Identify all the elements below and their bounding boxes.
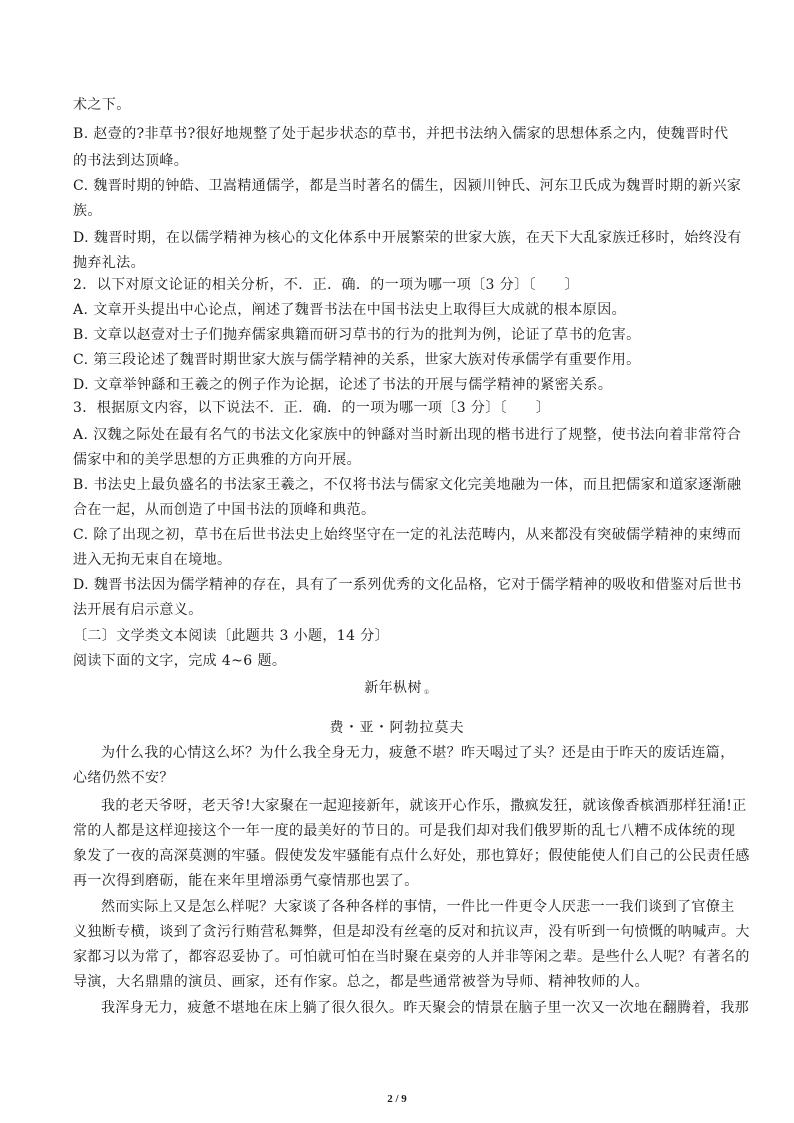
q3-option-d-cont: 法开展有启示意义。 <box>73 602 203 618</box>
paragraph-1-line: 心绪仍然不安？ <box>73 770 174 786</box>
paragraph-3-line: 家都习以为常了，都容忍妥协了。可怕就可怕在当时聚在桌旁的人并非等闲之辈。是些什么人呢？有著名的 <box>73 949 750 965</box>
paragraph-2-line: 我的老天爷呀，老天爷!大家聚在一起迎接新年，就该开心作乐，撒疯发狂，就该像香槟酒那样狂涌!正 <box>101 798 747 814</box>
page-number: 2 / 9 <box>387 1093 407 1105</box>
q1-option-a-tail: 术之下。 <box>73 97 131 113</box>
section-heading: 〔二〕文学类文本阅读〔此题共 3 小题，14 分〕 <box>73 628 390 644</box>
q2-stem: 2．以下对原文论证的相关分析，不．正．确．的一项为哪一项〔3 分〕〔 〕 <box>73 277 580 293</box>
paragraph-1-line: 为什么我的心情这么坏？为什么我全身无力，疲惫不堪？昨天喝过了头？还是由于昨天的废话连篇， <box>101 745 735 761</box>
q3-stem: 3．根据原文内容，以下说法不．正．确．的一项为哪一项〔3 分〕〔 〕 <box>73 400 551 416</box>
q1-option-b-cont: 的书法到达顶峰。 <box>73 153 189 169</box>
q2-option-a: A. 文章开头提出中心论点，阐述了魏晋书法在中国书法史上取得巨大成就的根本原因。 <box>73 302 627 318</box>
article-title: 新年枞树 <box>364 680 422 696</box>
q3-option-a-cont: 儒家中和的美学思想的方正典雅的方向开展。 <box>73 452 361 468</box>
q2-option-d: D. 文章举钟繇和王羲之的例子作为论据，论述了书法的开展与儒学精神的紧密关系。 <box>73 377 613 393</box>
q1-option-c: C. 魏晋时期的钟皓、卫嵩精通儒学，都是当时著名的儒生，因颍川钟氏、河东卫氏成为魏晋时期的新兴家 <box>73 178 742 194</box>
paragraph-2-line: 再一次得到磨砺，能在来年里增添勇气豪情那也罢了。 <box>73 873 419 889</box>
article-title-line <box>0 678 794 703</box>
section-instruction: 阅读下面的文字，完成 4~6 题。 <box>73 653 287 669</box>
q3-option-b: B. 书法史上最负盛名的书法家王羲之，不仅将书法与儒家文化完美地融为一体，而且把儒家和道家逐渐融 <box>73 477 742 493</box>
paragraph-3-line: 导演，大名鼎鼎的演员、画家，还有作家。总之，都是些通常被誉为导师、精神牧师的人。 <box>73 974 649 990</box>
q3-option-d: D. 魏晋书法因为儒学精神的存在，具有了一系列优秀的文化品格，它对于儒学精神的吸收和借鉴对后世书 <box>73 577 742 593</box>
footnote-marker: ① <box>423 689 430 696</box>
q2-option-b: B. 文章以赵壹对士子们抛弃儒家典籍而研习草书的行为的批判为例，论证了草书的危害。 <box>73 327 641 343</box>
paragraph-4-line: 我浑身无力，疲惫不堪地在床上躺了很久很久。昨天聚会的情景在脑子里一次又一次地在翻腾着，我那 <box>101 1000 749 1016</box>
q1-option-c-cont: 族。 <box>73 203 102 219</box>
q1-option-d: D. 魏晋时期，在以儒学精神为核心的文化体系中开展繁荣的世家大族，在天下大乱家族迁移时，始终没有 <box>73 230 742 246</box>
article-author: 费・亚・阿勃拉莫夫 <box>329 720 465 736</box>
q3-option-c: C. 除了出现之初，草书在后世书法史上始终坚守在一定的礼法范畴内，从来都没有突破儒学精神的束缚而 <box>73 527 742 543</box>
paragraph-3-line: 然而实际上又是怎么样呢？大家谈了各种各样的事情，一件比一件更令人厌悲一一我们谈到了官僚主 <box>101 899 735 915</box>
q1-option-d-cont: 抛弃礼法。 <box>73 255 145 271</box>
paragraph-2-line: 常的人都是这样迎接这个一年一度的最美好的节日的。可是我们却对我们俄罗斯的乱七八糟不成体统的现 <box>73 823 736 839</box>
q2-option-c: C. 第三段论述了魏晋时期世家大族与儒学精神的关系，世家大族对传承儒学有重要作用。 <box>73 352 641 368</box>
paragraph-3-line: 义独断专横，谈到了贪污行贿营私舞弊，但是却没有丝毫的反对和抗议声，没有听到一句愤慨的呐喊声。大 <box>73 924 750 940</box>
q3-option-c-cont: 进入无拘无束自在境地。 <box>73 552 232 568</box>
q3-option-b-cont: 合在一起，从而创造了中国书法的顶峰和典范。 <box>73 502 376 518</box>
paragraph-2-line: 象发了一夜的高深莫测的牢骚。假使发发牢骚能有点什么好处，那也算好；假使能使人们自己的公民责任感 <box>73 848 750 864</box>
q1-option-b: B. 赵壹的?非草书?很好地规整了处于起步状态的草书，并把书法纳入儒家的思想体系之内，使魏晋时代 <box>73 126 729 142</box>
q3-option-a: A. 汉魏之际处在最有名气的书法文化家族中的钟繇对当时新出现的楷书进行了规整，使书法向着非常符合 <box>73 427 742 443</box>
